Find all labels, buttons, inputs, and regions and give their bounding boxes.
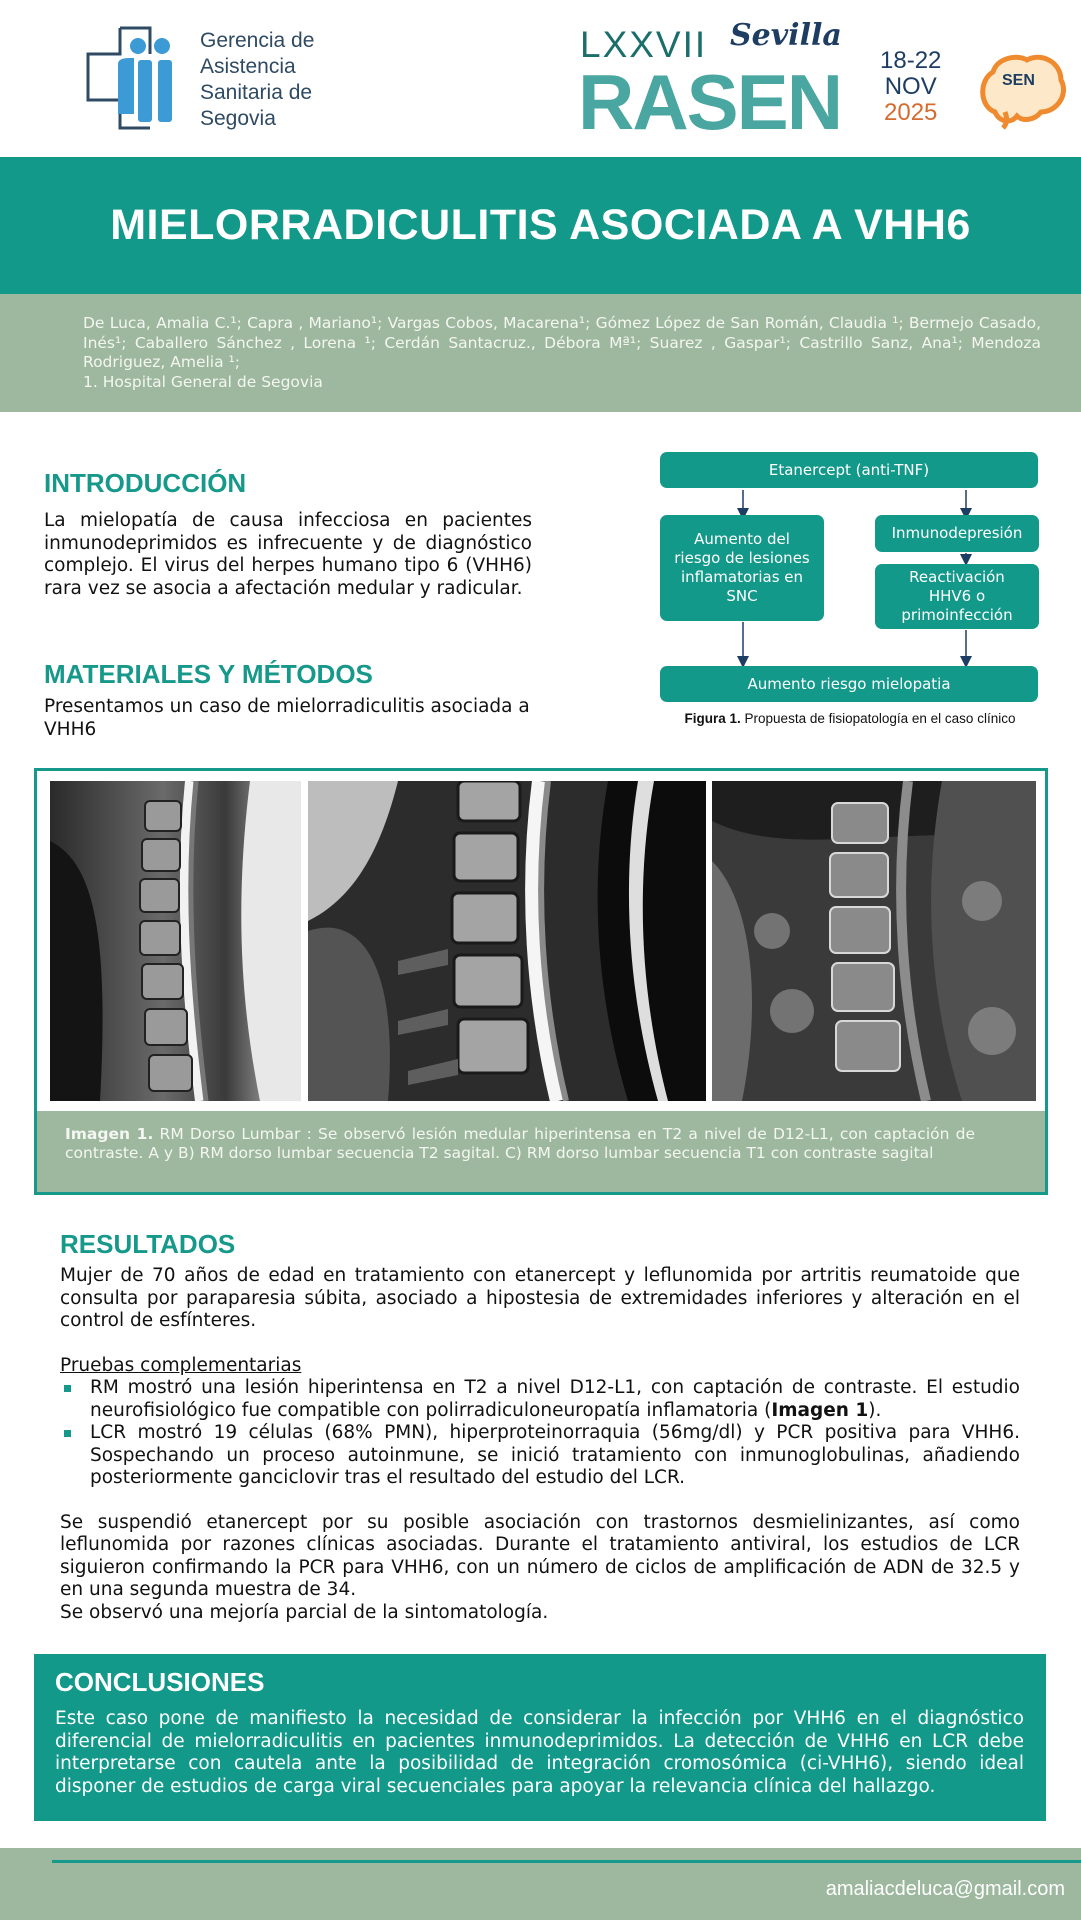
image-caption-text: RM Dorso Lumbar : Se observó lesión medular hiperintensa en T2 a nivel de D12-L1, con captación de contraste. A y B) RM dorso lumbar secuencia T2 sagital. C) RM dorso lumbar secuencia T1 con contraste sagital: [65, 1125, 975, 1162]
figure-caption-text: Propuesta de fisiopatología en el caso clínico: [740, 711, 1016, 726]
footer-divider: [52, 1860, 1081, 1863]
results-subheading: Pruebas complementarias: [60, 1354, 302, 1376]
results-body: [60, 1265, 1020, 1624]
mri-figure-panel: [34, 768, 1048, 1195]
results-bullet-list: [60, 1377, 1020, 1490]
image-caption-label: Imagen 1.: [65, 1125, 154, 1143]
conclusions-box: [34, 1654, 1046, 1821]
congress-dates: [880, 48, 941, 126]
flow-box-right2: Reactivación HHV6 o primoinfección: [875, 564, 1039, 629]
authors-band: [0, 294, 1081, 412]
figure-caption-label: Figura 1.: [684, 711, 741, 726]
title-band: [0, 157, 1081, 294]
congress-name: RASEN: [578, 58, 842, 146]
bullet-text: RM mostró una lesión hiperintensa en T2 a nivel D12-L1, con captación de contraste. El estudio neurofisiológico fue compatible con polirradiculoneuropatía inflamatoria (: [90, 1377, 1020, 1421]
org-line: Gerencia de: [200, 29, 315, 52]
list-item: [60, 1377, 1020, 1422]
affiliation: 1. Hospital General de Segovia: [83, 372, 323, 391]
author-list: De Luca, Amalia C.¹; Capra , Mariano¹; Vargas Cobos, Macarena¹; Gómez López de San Román, Claudia ¹; Bermejo Casado, Inés¹; Caballero Sánchez , Lorena ¹; Cerdán Santacruz., Débora Mª¹; Suarez , Gaspar¹; Castrillo Sanz, Ana¹; Mendoza Rodriguez, Amelia ¹;: [83, 314, 1041, 371]
mri-spine-t2-b: [308, 781, 706, 1101]
footer: [0, 1848, 1081, 1920]
bullet-end: ).: [868, 1399, 882, 1421]
bullet-ref: Imagen 1: [771, 1399, 869, 1421]
org-line: Asistencia: [200, 55, 296, 78]
congress-days: 18-22: [880, 47, 942, 74]
contact-email: amaliacdeluca@gmail.com: [825, 1878, 1065, 1900]
flow-box-top: Etanercept (anti-TNF): [660, 452, 1038, 488]
mri-image-a: [50, 781, 301, 1101]
flow-box-bottom: Aumento riesgo mielopatia: [660, 666, 1038, 702]
congress-year: 2025: [884, 99, 938, 126]
results-paragraph: Se observó una mejoría parcial de la sintomatología.: [60, 1601, 549, 1623]
org-line: Sanitaria de: [200, 81, 313, 104]
results-heading: RESULTADOS: [60, 1229, 236, 1259]
conclusions-text: Este caso pone de manifiesto la necesidad de considerar la infección por VHH6 en el diagnóstico diferencial de mielorradiculitis en pacientes inmunodeprimidos. La detección de VHH6 en LCR debe interpretarse con cautela ante la posibilidad de integración cromosómica (ci-VHH6), siendo ideal disponer de estudios de carga viral secuenciales para apoyar la relevancia clínica del hallazgo.: [55, 1708, 1024, 1797]
mri-image-b: [308, 781, 706, 1101]
hospital-logo: [80, 22, 320, 132]
intro-heading: INTRODUCCIÓN: [44, 468, 247, 498]
flow-box-left: Aumento del riesgo de lesiones inflamatorias en SNC: [660, 515, 824, 621]
methods-text: Presentamos un caso de mielorradiculitis asociada a VHH6: [44, 696, 530, 740]
hospital-emblem-icon: [80, 24, 192, 132]
methods-heading: MATERIALES Y MÉTODOS: [44, 659, 373, 689]
mri-image-c: [712, 781, 1036, 1101]
society-acronym: SEN: [1002, 72, 1035, 89]
conclusions-heading: CONCLUSIONES: [55, 1667, 265, 1697]
mri-spine-t2-a: [50, 781, 301, 1101]
brain-icon: [975, 50, 1067, 130]
results-paragraph: Mujer de 70 años de edad en tratamiento con etanercept y leflunomida por artritis reumatoide que consulta por paraparesia súbita, asociado a hipostesia de extremidades inferiores y alteración en el control de esfínteres.: [60, 1265, 1020, 1331]
mri-spine-t1-c: [712, 781, 1036, 1101]
image-caption: [37, 1111, 1045, 1192]
congress-city: Sevilla: [730, 18, 842, 53]
figure-caption: [660, 711, 1040, 726]
congress-month: NOV: [884, 73, 937, 100]
pathophysiology-diagram: [658, 452, 1040, 732]
congress-edition: LXXVII: [580, 24, 708, 65]
congress-logo: [578, 18, 950, 146]
results-paragraph: Se suspendió etanercept por su posible asociación con trastornos desmielinizantes, así como leflunomida por razones clínicas asociadas. Durante el tratamiento antiviral, los estudios de LCR siguieron confirmando la PCR para VHH6, con un número de ciclos de amplificación de ADN de 32.5 y en una segunda muestra de 34.: [60, 1511, 1020, 1600]
intro-text: La mielopatía de causa infecciosa en pacientes inmunodeprimidos es infrecuente y de diagnóstico complejo. El virus del herpes humano tipo 6 (VHH6) rara vez se asocia a afectación medular y radicular.: [44, 510, 532, 599]
list-item: LCR mostró 19 células (68% PMN), hiperproteinorraquia (56mg/dl) y PCR positiva para VHH6. Sospechando un proceso autoinmune, se inició tratamiento con inmunoglobulinas, añadiendo posteriormente ganciclovir tras el resultado del estudio del LCR.: [60, 1422, 1020, 1490]
society-logo: [975, 50, 1067, 130]
flow-box-right1: Inmunodepresión: [875, 515, 1039, 552]
poster-title: MIELORRADICULITIS ASOCIADA A VHH6: [110, 201, 971, 249]
org-line: Segovia: [200, 107, 276, 130]
